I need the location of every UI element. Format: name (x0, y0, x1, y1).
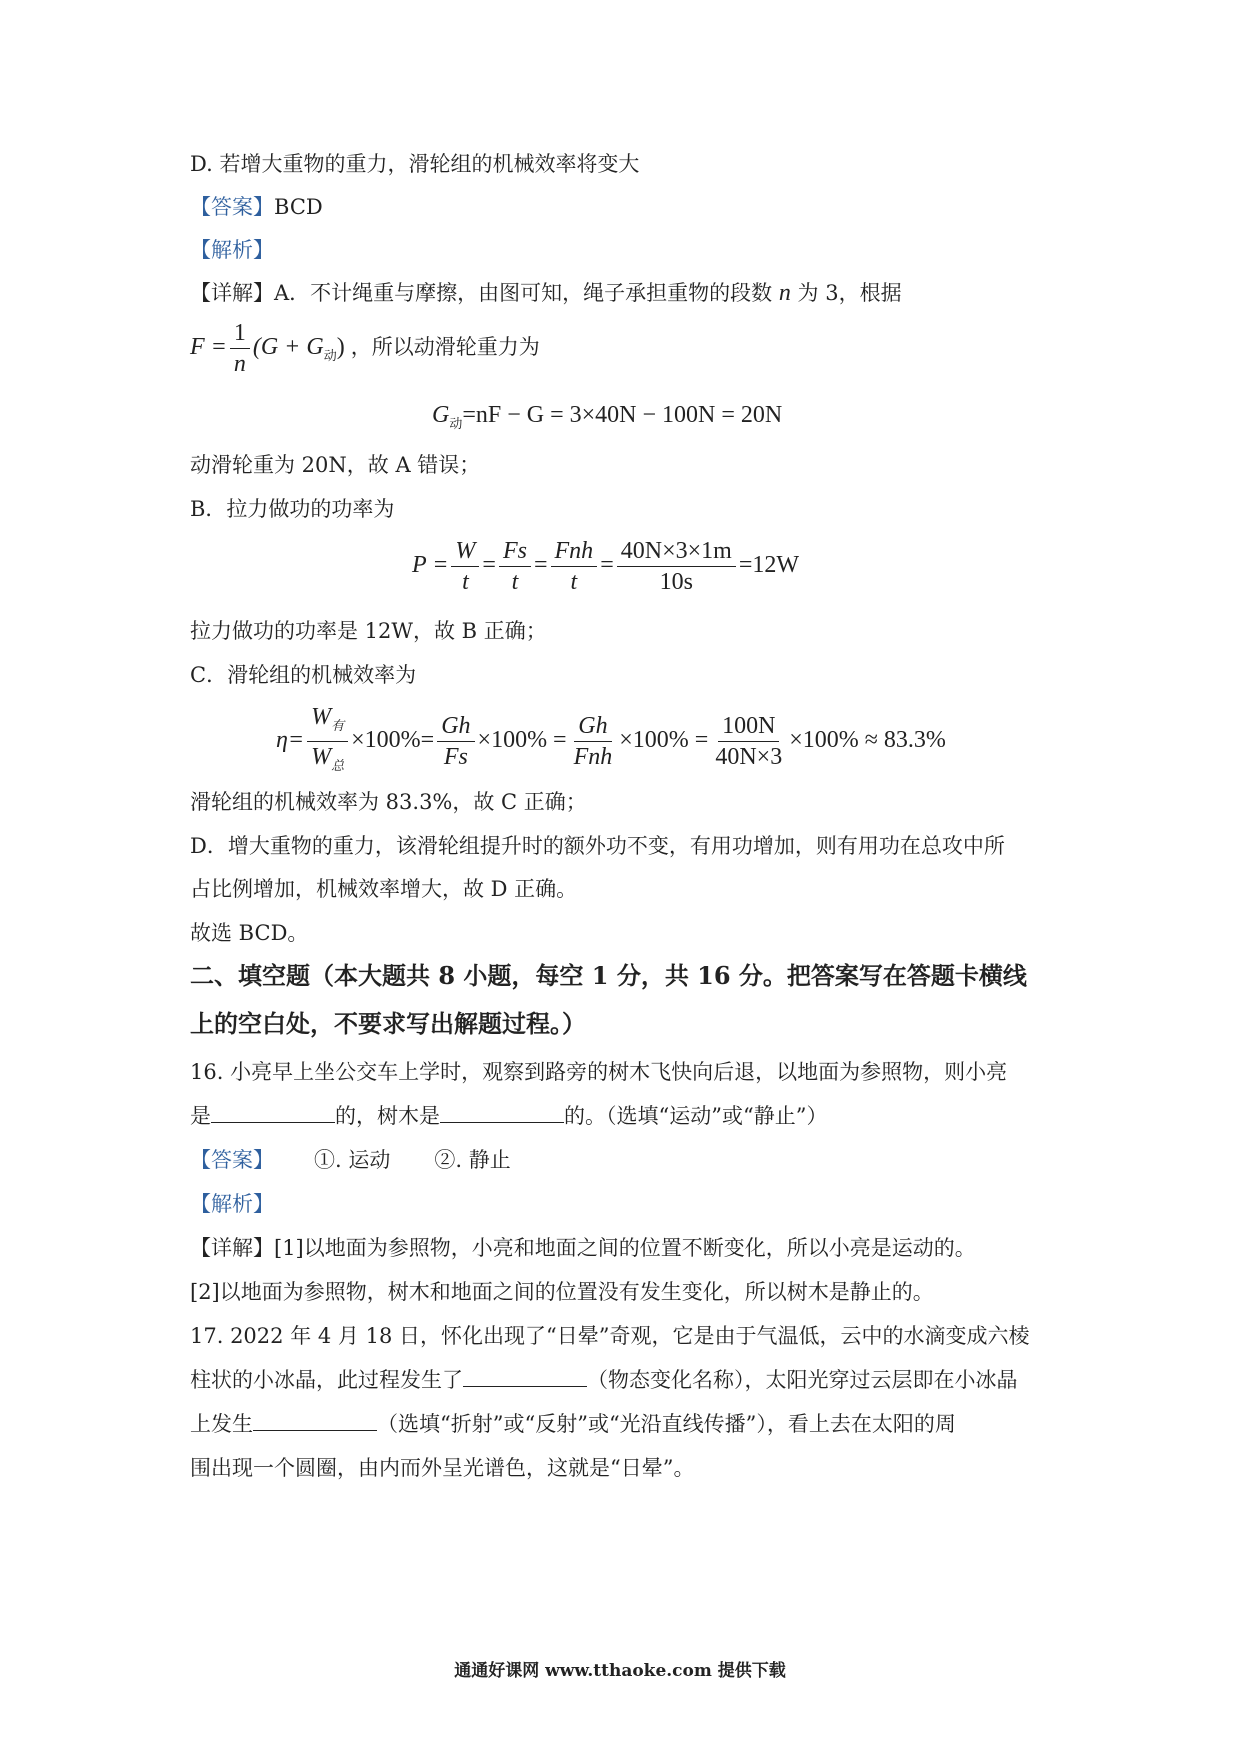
fnh-den: Fnh (573, 744, 613, 770)
after-f-text: ，所以动滑轮重力为 (350, 335, 540, 360)
detail-16-text-1: [1]以地面为参照物，小亮和地面之间的位置不断变化，所以小亮是运动的。 (274, 1236, 976, 1260)
q17-text-4: （选填“折射”或“反射”或“光沿直线传播”），看上去在太阳的周 (377, 1412, 956, 1436)
q17-blank-2[interactable] (253, 1410, 377, 1431)
d-line-2: 占比例增加，机械效率增大，故 D 正确。 (190, 877, 578, 901)
w-you-sym: W (311, 704, 332, 730)
eff-result: ×100% ≈ 83.3% (789, 727, 946, 754)
q17-text-3: 上发生 (190, 1412, 253, 1436)
f-den: n (233, 351, 246, 377)
c-heading: C．滑轮组的机械效率为 (190, 663, 417, 687)
fnh-num: Fnh (551, 536, 598, 567)
w-num: W (451, 536, 479, 567)
answer-16-1: ①. 运动 (314, 1148, 391, 1172)
q17-line-4: 围出现一个圆圈，由内而外呈光谱色，这就是“日晕”。 (190, 1456, 695, 1480)
fs-over-t (499, 536, 531, 597)
w-you-sub: 有 (331, 718, 345, 733)
g-sub: 动 (449, 416, 463, 431)
p-lhs: P = (412, 552, 449, 579)
option-d: D. 若增大重物的重力，滑轮组的机械效率将变大 (190, 152, 640, 176)
formula-efficiency (276, 702, 946, 781)
q17-line-3 (190, 1410, 956, 1438)
w-zong (307, 742, 348, 781)
q17-line-1: 17. 2022 年 4 月 18 日，怀化出现了“日晕”奇观，它是由于气温低，云中的水滴变成六棱 (190, 1324, 1030, 1348)
q16-line-2 (190, 1102, 827, 1130)
q16-blank-1[interactable] (211, 1102, 335, 1123)
pct-2: ×100% = (477, 727, 567, 754)
q17-line-2 (190, 1366, 1018, 1394)
w-zong-sub: 总 (331, 758, 345, 773)
b-heading: B．拉力做功的功率为 (190, 497, 395, 521)
fs-num: Fs (499, 536, 531, 567)
eff-den: 40N×3 (715, 744, 783, 770)
w-zong-sym: W (311, 744, 332, 770)
f-num: 1 (230, 318, 250, 349)
answer-value: BCD (274, 195, 323, 219)
f-lhs: F = (190, 334, 227, 361)
formula-g-dong (432, 402, 782, 432)
f-sub: 动 (323, 348, 337, 364)
a-conclusion: 动滑轮重为 20N，故 A 错误； (190, 453, 481, 477)
w-over-t (451, 536, 479, 597)
answer-tag: 【答案】 (190, 195, 274, 219)
pct-3: ×100% = (619, 727, 709, 754)
section-2-heading-2: 上的空白处，不要求写出解题过程。） (190, 1009, 586, 1038)
f-rhs: (G + G (252, 334, 324, 361)
eta-lhs: η= (276, 727, 305, 754)
gh-num-2: Gh (574, 711, 611, 742)
choose-line: 故选 BCD。 (190, 921, 309, 945)
section-2-heading-1: 二、填空题（本大题共 8 小题，每空 1 分，共 16 分。把答案写在答题卡横线 (190, 961, 1027, 990)
detail-a-text-2: 为 3，根据 (797, 281, 902, 305)
power-result: =12W (738, 552, 799, 579)
pct-1: ×100%= (351, 727, 435, 754)
fs-den: Fs (443, 744, 468, 770)
power-num: 40N×3×1m (617, 536, 736, 567)
w-ratio (307, 702, 348, 781)
q16-text-2: 的，树木是 (335, 1104, 440, 1128)
detail-tag-16: 【详解】 (190, 1236, 274, 1260)
answer-tag-16: 【答案】 (190, 1148, 274, 1172)
t-den-3: t (570, 569, 578, 595)
w-you (307, 702, 348, 742)
formula-power (412, 536, 799, 597)
q16-text-1: 是 (190, 1104, 211, 1128)
d-line-1: D．增大重物的重力，该滑轮组提升时的额外功不变，有用功增加，则有用功在总攻中所 (190, 834, 1005, 858)
b-conclusion: 拉力做功的功率是 12W，故 B 正确； (190, 619, 547, 643)
page-footer: 通通好课网 www.tthaoke.com 提供下载 (454, 1661, 786, 1681)
gh-over-fnh (570, 711, 617, 772)
c-conclusion: 滑轮组的机械效率为 83.3%，故 C 正确； (190, 790, 587, 814)
q17-blank-1[interactable] (463, 1366, 587, 1387)
equals-3: = (600, 552, 614, 579)
fnh-over-t (551, 536, 598, 597)
detail-a-line (190, 279, 902, 307)
detail-16-line-2: [2]以地面为参照物，树木和地面之间的位置没有发生变化，所以树木是静止的。 (190, 1280, 934, 1304)
t-den-1: t (462, 569, 469, 595)
power-den: 10s (659, 569, 693, 595)
answer-line-16 (190, 1146, 511, 1174)
eff-num: 100N (718, 711, 779, 742)
answer-16-2: ②. 静止 (434, 1148, 511, 1172)
f-close: ) (336, 334, 345, 361)
detail-tag: 【详解】 (190, 281, 274, 305)
f-fraction (230, 318, 250, 379)
t-den-2: t (511, 569, 519, 595)
analysis-tag: 【解析】 (190, 238, 274, 262)
detail-a-text: A．不计绳重与摩擦，由图可知，绳子承担重物的段数 (274, 281, 773, 305)
gh-num-1: Gh (437, 711, 474, 742)
q17-text-2: （物态变化名称），太阳光穿过云层即在小冰晶 (587, 1368, 1018, 1392)
q17-text-1: 柱状的小冰晶，此过程发生了 (190, 1368, 463, 1392)
gh-over-fs (437, 711, 474, 772)
eff-value-fraction (711, 711, 786, 772)
q16-blank-2[interactable] (440, 1102, 564, 1123)
g-lhs: G (432, 402, 450, 428)
g-rhs: =nF − G = 3×40N − 100N = 20N (462, 402, 783, 428)
q16-line-1: 16. 小亮早上坐公交车上学时，观察到路旁的树木飞快向后退，以地面为参照物，则小亮 (190, 1060, 1008, 1084)
equals-1: = (482, 552, 496, 579)
formula-f (190, 318, 540, 379)
detail-16-line-1 (190, 1234, 976, 1262)
analysis-tag-16: 【解析】 (190, 1192, 274, 1216)
n-symbol: n (778, 280, 791, 306)
power-value-fraction (617, 536, 736, 597)
equals-2: = (533, 552, 548, 579)
answer-line-15 (190, 193, 323, 221)
q16-text-3: 的。（选填“运动”或“静止”） (564, 1104, 828, 1128)
